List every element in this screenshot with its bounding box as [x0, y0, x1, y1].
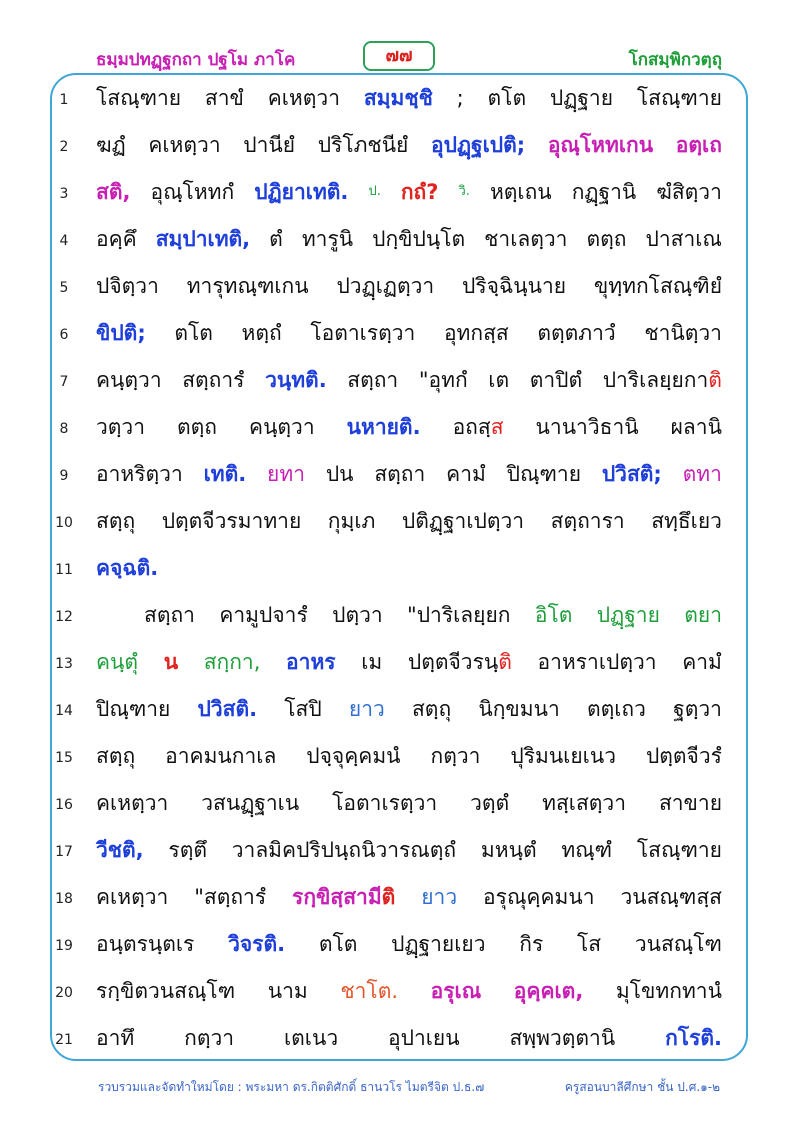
footer-teacher: ครูสอนบาลีศึกษา ชั้น ป.ศ.๑-๒ [564, 1080, 720, 1094]
word: สติ, [96, 180, 131, 204]
text-line [0, 640, 800, 687]
word: ปวฏฺเฏตฺวา [336, 274, 435, 298]
text-line [0, 828, 800, 875]
word: โสปิ [284, 697, 322, 721]
word: ปฏฺฐาย [549, 86, 614, 110]
word: กตฺวา [184, 1026, 235, 1050]
word: สมฺปาเทติ, [155, 227, 251, 251]
word: ทารุทณฺฑเกน [186, 274, 309, 298]
line-text [96, 738, 722, 774]
text-line [0, 875, 800, 922]
line-number: 17 [55, 844, 73, 860]
word: ปตฺตจีวรํ [645, 744, 722, 768]
word: อาทึ [96, 1026, 135, 1050]
word: ยาว [348, 697, 385, 721]
word: "อุทกํ [418, 368, 468, 392]
text-line [0, 499, 800, 546]
word: นาม [267, 979, 308, 1003]
book-title: ธมฺมปทฏฺฐกถา ปฐโม ภาโค [96, 50, 296, 70]
text-line [0, 217, 800, 264]
word: ปตฺวา [332, 603, 383, 627]
word: อาคมนกาเล [165, 744, 277, 768]
line-number: 4 [59, 233, 69, 249]
word: วนสณฺฑสฺส [620, 885, 722, 909]
word: นหายติ. [346, 415, 421, 439]
line-number: 6 [59, 327, 69, 343]
word: โอตาเรตฺวา [332, 791, 438, 815]
line-number: 2 [59, 139, 69, 155]
line-number: 1 [59, 92, 69, 108]
word: นานาวิธานิ [535, 415, 639, 439]
word: ปกฺขิปนฺโต [372, 227, 466, 251]
line-text [96, 973, 722, 1009]
word: ปานียํ [243, 133, 296, 157]
word: วาลมิคปริปนฺถนิวารณตฺถํ [231, 838, 457, 862]
word: กโรติ. [665, 1026, 722, 1050]
word: โส [576, 932, 602, 956]
word: วตฺตํ [470, 791, 510, 815]
word: ฐตฺวา [673, 697, 722, 721]
text-line [0, 546, 800, 593]
word: คเหตฺวา [148, 133, 221, 157]
line-number: 10 [55, 515, 73, 531]
word: ตยา [684, 603, 722, 627]
line-text [96, 785, 722, 821]
word: ผลานิ [670, 415, 722, 439]
word: ชาโต. [340, 979, 399, 1003]
word: คนฺตฺวา [96, 368, 162, 392]
word: อุปาเยน [388, 1026, 460, 1050]
word: ตโต [318, 932, 358, 956]
line-number: 12 [55, 609, 73, 625]
line-text [96, 362, 722, 398]
word: เทติ. [203, 462, 247, 486]
word: ตาปิตํ [529, 368, 583, 392]
word: หตฺเถน [489, 180, 552, 204]
line-text [96, 456, 722, 492]
word: สตฺถุ [411, 697, 452, 721]
line-number: 5 [59, 280, 69, 296]
line-number: 14 [55, 703, 73, 719]
word: ตตฺตภาวํ [537, 321, 616, 345]
line-text [96, 127, 722, 163]
word: ปตฺตจีวรนฺติ [407, 650, 512, 674]
word: ตตฺถ [586, 227, 627, 251]
word: ตโต [174, 321, 213, 345]
word: สตฺถุ [96, 509, 136, 533]
text-line [0, 311, 800, 358]
word: ตทา [682, 462, 722, 486]
word: สมฺมชฺชิ [363, 86, 433, 110]
word: วสนฏฺฐาเน [201, 791, 300, 815]
line-text [96, 926, 722, 962]
word: กิร [519, 932, 544, 956]
page-header [0, 0, 800, 80]
line-number: 7 [59, 374, 69, 390]
line-text [96, 80, 722, 116]
word: อรุเณ [430, 979, 482, 1003]
word: โสณฺฑาย [636, 86, 722, 110]
word: ปริจฺฉินฺนาย [462, 274, 567, 298]
word: ปติฏฺฐาเปตฺวา [401, 509, 525, 533]
line-text [96, 409, 722, 445]
word: รตฺตึ [168, 838, 207, 862]
word: อาหราเปตฺวา [537, 650, 657, 674]
word: ฆฏํ [96, 133, 126, 157]
word: คเหตฺวา [267, 86, 340, 110]
word: รกฺขิตวนสณฺโฑ [96, 979, 236, 1003]
word: สทฺธึเยว [651, 509, 722, 533]
word: ปวิสติ. [197, 697, 258, 721]
line-number: 3 [59, 186, 69, 202]
word: สกฺกา, [203, 650, 261, 674]
word: สาขาย [658, 791, 722, 815]
word: กถํ? [400, 180, 439, 204]
word: วนสณฺโฑ [634, 932, 722, 956]
word: ตํ [269, 227, 283, 251]
line-text [96, 832, 722, 868]
word: ปฏฺฐายเยว [391, 932, 486, 956]
word: สาขํ [204, 86, 244, 110]
line-number: 18 [55, 891, 73, 907]
word: น [163, 650, 179, 674]
word: อรุณุคฺคมนา [483, 885, 595, 909]
word: ปวิสติ; [601, 462, 662, 486]
word: คเหตฺวา [96, 791, 169, 815]
word: คจฺฉติ. [96, 556, 159, 580]
word: คนฺตุํ [96, 650, 139, 674]
word: ยทา [267, 462, 305, 486]
line-number: 19 [55, 938, 73, 954]
line-text [96, 315, 722, 351]
word: ตตฺถ [177, 415, 218, 439]
word: สตฺถา [144, 603, 195, 627]
line-text [96, 268, 722, 304]
word: ทารูนิ [301, 227, 354, 251]
word: อาหริตฺวา [96, 462, 183, 486]
word: อุคฺคเต, [513, 979, 584, 1003]
text-line [0, 452, 800, 499]
word: ปน [325, 462, 354, 486]
word: อคฺคึ [96, 227, 137, 251]
word: ปุริมนเยเนว [510, 744, 616, 768]
word: "ปาริเลยฺยก [407, 603, 511, 627]
word: อุณฺโหทเกน [547, 133, 654, 157]
word: สตฺถา [374, 462, 426, 486]
text-line [0, 969, 800, 1016]
text-line [0, 405, 800, 452]
word: ชานิตฺวา [644, 321, 722, 345]
line-text [96, 550, 722, 586]
word: ชาเลตฺวา [484, 227, 568, 251]
text-line [0, 734, 800, 781]
word: โสณฺฑาย [96, 86, 182, 110]
line-text [96, 644, 722, 680]
line-number: 8 [59, 421, 69, 437]
word: ทณฺฑํ [561, 838, 613, 862]
word: อุปฏฺฐเปติ; [431, 133, 526, 157]
word: วนฺทติ. [265, 368, 327, 392]
word: วิจรติ. [228, 932, 286, 956]
line-number: 20 [55, 985, 73, 1001]
word: เต [488, 368, 510, 392]
word: สตฺถา [347, 368, 399, 392]
word: กตฺวา [430, 744, 481, 768]
story-title: โกสมฺพิกวตฺถุ [628, 50, 722, 70]
word: อถสฺส [452, 415, 504, 439]
line-text [144, 597, 722, 633]
text-line [0, 76, 800, 123]
page-footer [0, 1078, 800, 1100]
word: ปาริเลยฺยกาติ [602, 368, 722, 392]
word: ปริโภชนียํ [317, 133, 409, 157]
word: วีชติ, [96, 838, 144, 862]
word: ปตฺตจีวรมาทาย [161, 509, 302, 533]
word: ทสฺเสตฺวา [542, 791, 626, 815]
word: รกฺขิสฺสามีติ [292, 885, 396, 909]
word: ขุทฺทกโสณฺฑิยํ [593, 274, 722, 298]
page-number: ๗๗ [363, 41, 435, 71]
word: อนฺตรนฺตเร [96, 932, 195, 956]
text-line [0, 593, 800, 640]
word: อิโต [534, 603, 573, 627]
line-number: 15 [55, 750, 73, 766]
word: ป. [368, 184, 381, 199]
line-text [96, 221, 722, 257]
word: คเหตฺวา [96, 885, 169, 909]
word: เตเนว [283, 1026, 339, 1050]
footer-compiler: รวบรวมและจัดทำใหม่โดย : พระมหา ดร.กิตติศักดิ์ ธานวโร ไมตรีจิต ป.ธ.๗ [98, 1080, 485, 1094]
word: โสณฺฑาย [636, 838, 722, 862]
word: มหนฺตํ [480, 838, 537, 862]
line-number: 9 [59, 468, 69, 484]
word: โอตาเรตฺวา [310, 321, 416, 345]
line-number: 21 [55, 1032, 73, 1048]
text-line [0, 922, 800, 969]
word: อาหร [286, 650, 336, 674]
word: อุทกสฺส [443, 321, 509, 345]
line-text [96, 503, 722, 539]
word: คามูปจารํ [219, 603, 308, 627]
word: สตฺถารา [550, 509, 625, 533]
word: ตโต [487, 86, 527, 110]
line-number: 13 [55, 656, 73, 672]
word: กฏฺฐานิ [571, 180, 637, 204]
word: ตตฺเถว [586, 697, 646, 721]
word: ปจฺจุคฺคมนํ [306, 744, 401, 768]
word: ปฏิยาเทติ. [254, 180, 349, 204]
line-text [96, 174, 722, 210]
word: ปิณฺฑาย [96, 697, 171, 721]
word: ฆํสิตฺวา [656, 180, 722, 204]
text-line [0, 358, 800, 405]
word: ปจิตฺวา [96, 274, 159, 298]
word: ปิณฺฑาย [506, 462, 581, 486]
word: มุโขทกทานํ [615, 979, 722, 1003]
text-line [0, 170, 800, 217]
word: คามํ [446, 462, 486, 486]
line-text [96, 691, 722, 727]
word: นิกฺขมนา [478, 697, 560, 721]
word: ขิปติ; [96, 321, 146, 345]
word: ยาว [421, 885, 458, 909]
word: สตฺถารํ [182, 368, 245, 392]
word: ; [456, 86, 464, 110]
word: สตฺถุ [96, 744, 136, 768]
word: ปาสาเณ [645, 227, 722, 251]
text-line [0, 123, 800, 170]
word: กุมฺเภ [327, 509, 376, 533]
text-line [0, 1016, 800, 1063]
word: คนฺตฺวา [249, 415, 315, 439]
word: หตฺถํ [241, 321, 282, 345]
word: วิ. [458, 184, 470, 199]
text-line [0, 264, 800, 311]
line-text [96, 879, 722, 915]
word: ปฏฺฐาย [596, 603, 660, 627]
word: คามํ [682, 650, 722, 674]
word: อตฺเถ [675, 133, 722, 157]
word: สพฺพวตฺตานิ [509, 1026, 616, 1050]
line-number: 11 [55, 562, 73, 578]
text-line [0, 781, 800, 828]
line-number: 16 [55, 797, 73, 813]
word: อุณฺโหทกํ [150, 180, 235, 204]
word: วตฺวา [96, 415, 146, 439]
word: เม [361, 650, 383, 674]
word: "สตฺถารํ [194, 885, 267, 909]
text-line [0, 687, 800, 734]
line-text [96, 1020, 722, 1056]
